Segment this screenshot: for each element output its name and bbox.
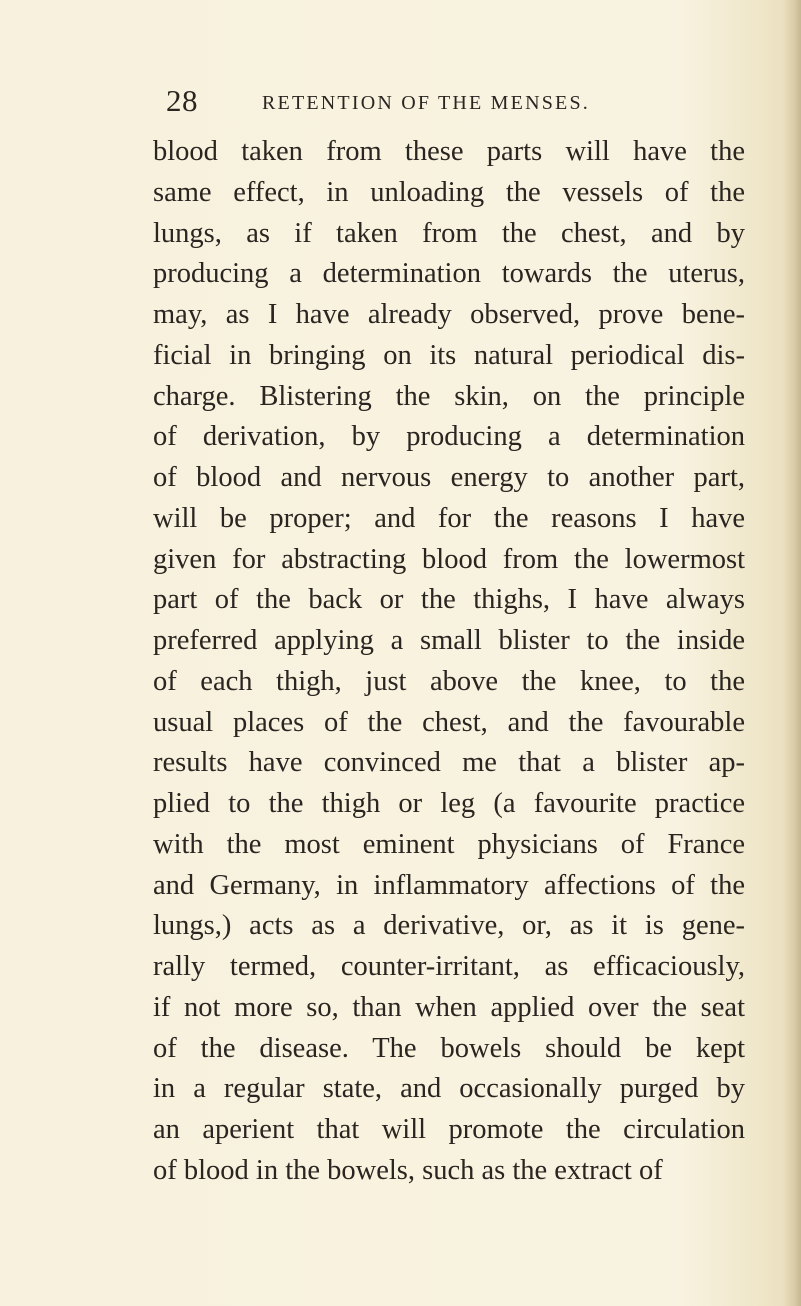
- page-edge-shadow: [783, 0, 801, 1306]
- text-line: preferred applying a small blister to the inside: [153, 625, 745, 656]
- text-line: given for abstracting blood from the lowermost: [153, 543, 745, 575]
- text-line: and Germany, in inflammatory affections of the: [153, 869, 745, 901]
- text-line: an aperient that will promote the circulation: [153, 1114, 745, 1145]
- text-line: results have convinced me that a blister ap-: [153, 747, 745, 779]
- running-head: RETENTION OF THE MENSES.: [262, 92, 590, 114]
- text-line: blood taken from these parts will have the: [153, 136, 745, 167]
- text-line: plied to the thigh or leg (a favourite practice: [153, 788, 745, 819]
- text-line: of each thigh, just above the knee, to the: [153, 665, 745, 697]
- text-line: lungs, as if taken from the chest, and by: [153, 217, 745, 249]
- text-line: of blood and nervous energy to another part,: [153, 462, 745, 493]
- text-line: rally termed, counter-irritant, as efficaciously,: [153, 951, 745, 982]
- text-line: charge. Blistering the skin, on the principle: [153, 380, 745, 412]
- text-line: in a regular state, and occasionally purged by: [153, 1073, 745, 1105]
- text-line: ficial in bringing on its natural periodical dis-: [153, 339, 745, 371]
- text-line: lungs,) acts as a derivative, or, as it is gene-: [153, 910, 745, 942]
- text-line: with the most eminent physicians of France: [153, 828, 745, 860]
- text-line: usual places of the chest, and the favourable: [153, 706, 745, 738]
- text-line: of derivation, by producing a determination: [153, 421, 745, 453]
- text-line: may, as I have already observed, prove bene-: [153, 299, 745, 330]
- text-line: of the disease. The bowels should be kept: [153, 1032, 745, 1064]
- page-number: 28: [166, 83, 198, 118]
- text-line: same effect, in unloading the vessels of the: [153, 176, 745, 208]
- text-line: part of the back or the thighs, I have always: [153, 584, 745, 616]
- body-text: [153, 132, 745, 1192]
- text-line: will be proper; and for the reasons I have: [153, 502, 745, 534]
- text-line: producing a determination towards the uterus,: [153, 258, 745, 290]
- text-line: of blood in the bowels, such as the extract of: [153, 1154, 663, 1186]
- page-header: [166, 84, 666, 124]
- text-line: if not more so, than when applied over the seat: [153, 991, 745, 1023]
